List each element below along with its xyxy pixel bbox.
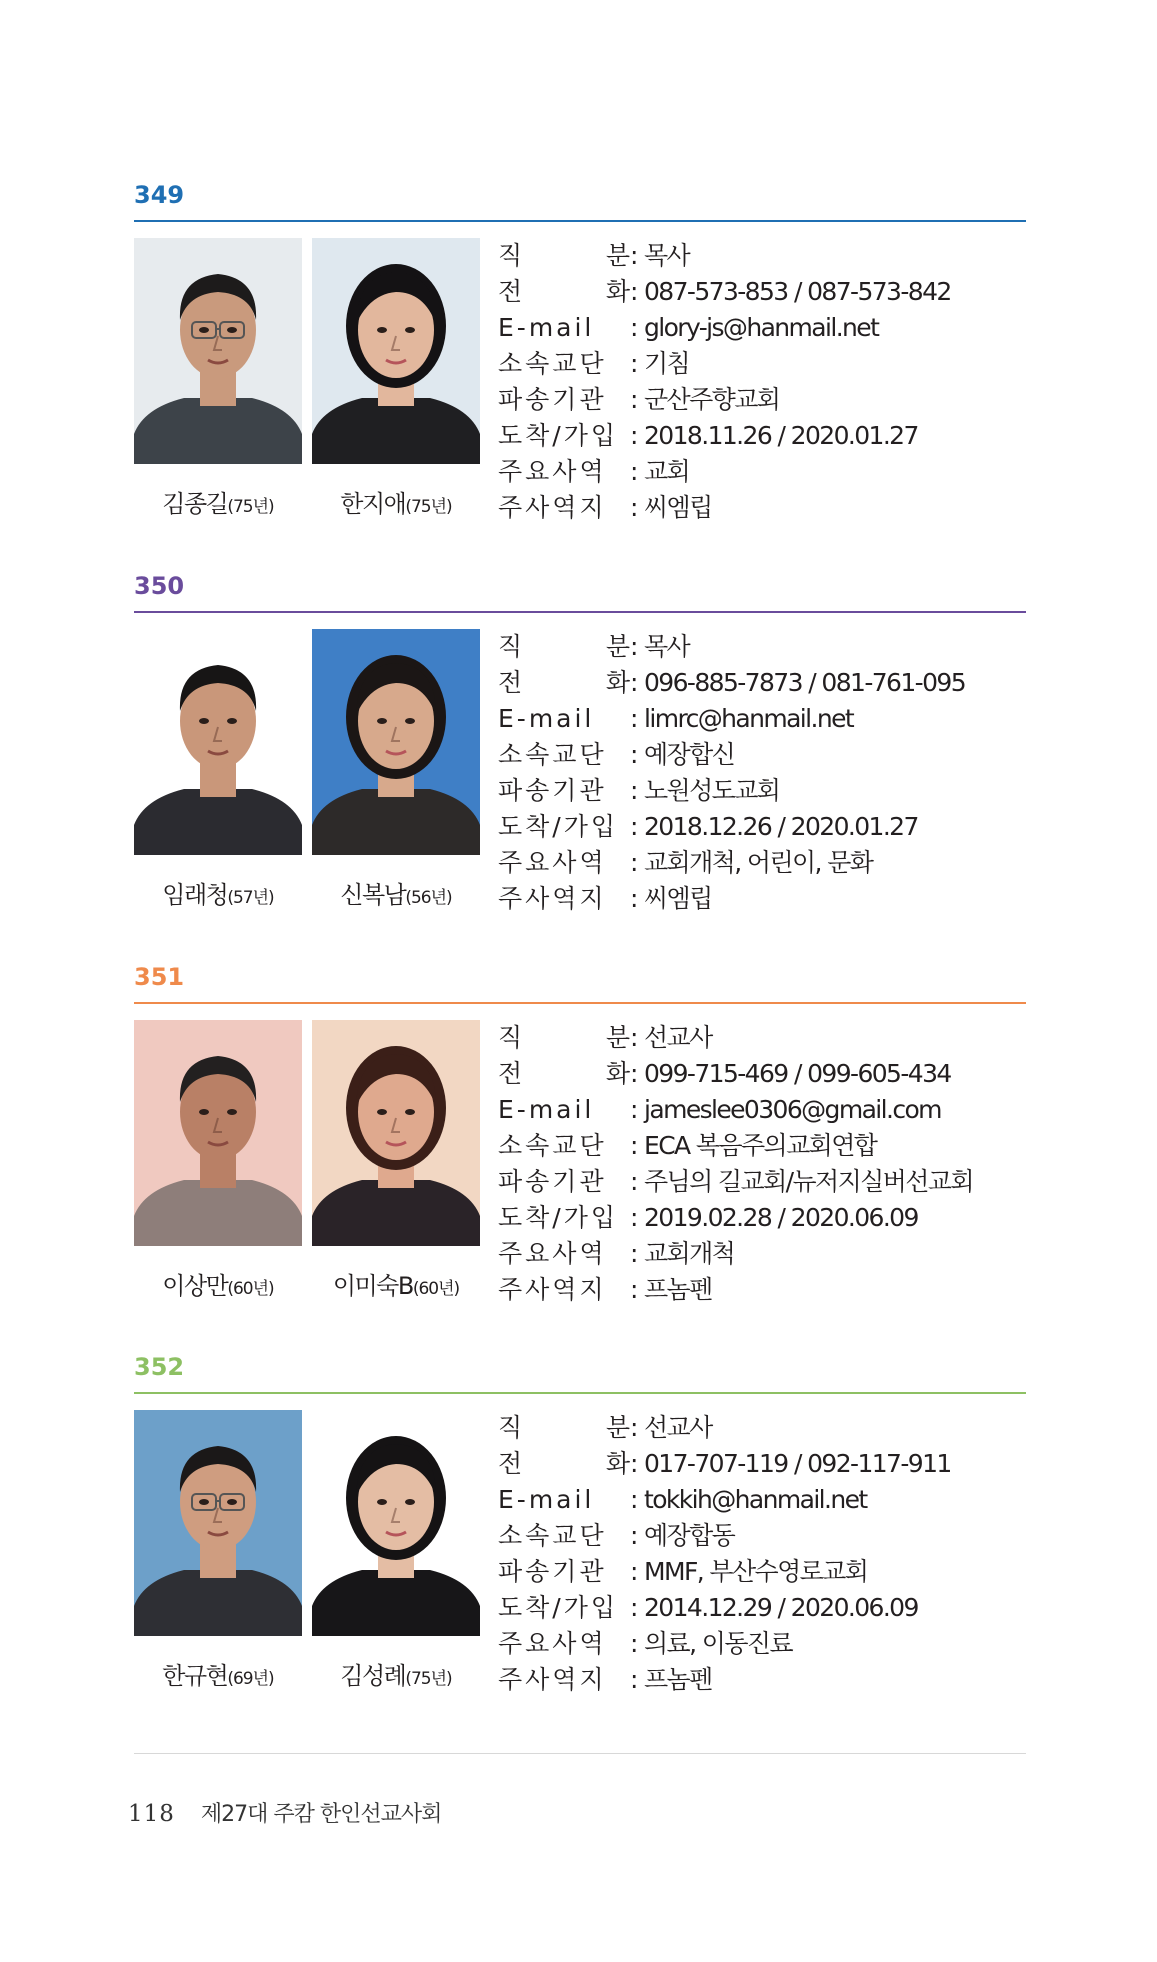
label-colon: : [630, 1485, 639, 1514]
label-colon: : [630, 1167, 639, 1196]
person-wife [312, 1410, 480, 1691]
portrait-photo [312, 1020, 480, 1246]
label-colon: : [630, 1413, 639, 1442]
person-birth-year: (57년) [227, 888, 274, 908]
person-wife [312, 1020, 480, 1301]
label-text: 주요사역 [498, 457, 607, 486]
info-row-region [498, 881, 1038, 917]
label-part: 전 [498, 277, 523, 306]
info-value: ECA 복음주의교회연합 [644, 1131, 877, 1160]
person-caption [312, 1656, 480, 1691]
info-table [498, 1410, 1038, 1698]
info-value: 교회개척, 어린이, 문화 [644, 848, 873, 877]
label-colon: : [630, 1521, 639, 1550]
person-husband [134, 238, 302, 519]
info-value: 예장합동 [644, 1521, 735, 1550]
person-husband [134, 1410, 302, 1691]
info-label [498, 1410, 630, 1446]
label-colon: : [630, 848, 639, 877]
photo-frame [312, 629, 480, 855]
label-part: 직 [498, 1023, 523, 1052]
info-value: 2018.12.26 / 2020.01.27 [644, 812, 918, 841]
label-text: E-mail [498, 1095, 595, 1124]
info-label [498, 701, 630, 737]
info-value: 선교사 [644, 1023, 712, 1052]
person-birth-year: (69년) [227, 1669, 274, 1689]
info-label [498, 238, 630, 274]
label-colon: : [630, 277, 639, 306]
label-text: 주사역지 [498, 1665, 607, 1694]
label-text: 소속교단 [498, 349, 607, 378]
info-value: 017-707-119 / 092-117-911 [644, 1449, 951, 1478]
info-value: 씨엠립 [644, 884, 712, 913]
info-row-agency [498, 1554, 1038, 1590]
label-part: 전 [498, 1449, 523, 1478]
entry-number: 352 [134, 1353, 185, 1381]
info-value: 2018.11.26 / 2020.01.27 [644, 421, 918, 450]
info-row-role [498, 1020, 1038, 1056]
info-row-ministry [498, 1626, 1038, 1662]
label-text: 주요사역 [498, 1239, 607, 1268]
person-name: 이미숙B [332, 1272, 413, 1300]
info-label [498, 1446, 630, 1482]
label-colon: : [630, 493, 639, 522]
photo-frame [312, 1410, 480, 1636]
info-label [498, 1272, 630, 1308]
info-value: 교회개척 [644, 1239, 735, 1268]
label-colon: : [630, 1557, 639, 1586]
person-name: 이상만 [162, 1272, 228, 1300]
photo-frame [134, 1020, 302, 1246]
info-value: 기침 [644, 349, 690, 378]
info-row-denomination [498, 346, 1038, 382]
entry-number: 351 [134, 963, 185, 991]
info-value: 프놈펜 [644, 1665, 712, 1694]
label-text: E-mail [498, 313, 595, 342]
label-text: 주사역지 [498, 884, 607, 913]
label-colon: : [630, 241, 639, 270]
label-part: 직 [498, 1413, 523, 1442]
info-label [498, 1662, 630, 1698]
info-row-region [498, 1662, 1038, 1698]
label-text: 주요사역 [498, 848, 607, 877]
info-row-ministry [498, 845, 1038, 881]
info-label [498, 737, 630, 773]
book-title: 제27대 주캄 한인선교사회 [200, 1802, 442, 1827]
entry-number: 349 [134, 181, 185, 209]
info-row-region [498, 490, 1038, 526]
label-colon: : [630, 632, 639, 661]
person-name: 김종길 [162, 490, 228, 518]
info-value: MMF, 부산수영로교회 [644, 1557, 868, 1586]
person-caption [312, 1266, 480, 1301]
info-label [498, 1020, 630, 1056]
info-label [498, 490, 630, 526]
photo-frame [312, 238, 480, 464]
label-text: 파송기관 [498, 385, 607, 414]
entry-divider [134, 1392, 1026, 1394]
info-table [498, 629, 1038, 917]
label-part: 화 [605, 668, 630, 697]
person-caption [134, 1266, 302, 1301]
person-birth-year: (75년) [405, 1669, 452, 1689]
info-label [498, 1482, 630, 1518]
info-label [498, 665, 630, 701]
info-value: 목사 [644, 241, 690, 270]
info-label [498, 454, 630, 490]
info-label [498, 310, 630, 346]
info-row-agency [498, 382, 1038, 418]
missionary-entry [134, 962, 1026, 1304]
info-value: tokkih@hanmail.net [644, 1485, 867, 1514]
person-caption [134, 484, 302, 519]
person-birth-year: (60년) [227, 1279, 274, 1299]
person-birth-year: (56년) [405, 888, 452, 908]
info-value: 목사 [644, 632, 690, 661]
label-text: 도착/가입 [498, 1593, 619, 1622]
info-label [498, 1164, 630, 1200]
info-row-arrival [498, 418, 1038, 454]
label-text: E-mail [498, 704, 595, 733]
entry-divider [134, 1002, 1026, 1004]
info-value: 087-573-853 / 087-573-842 [644, 277, 951, 306]
label-text: 소속교단 [498, 1131, 607, 1160]
label-colon: : [630, 740, 639, 769]
label-text: 도착/가입 [498, 812, 619, 841]
label-colon: : [630, 1095, 639, 1124]
label-text: E-mail [498, 1485, 595, 1514]
label-part: 분 [605, 1413, 630, 1442]
info-value: limrc@hanmail.net [644, 704, 854, 733]
person-husband [134, 629, 302, 910]
info-value: jameslee0306@gmail.com [644, 1095, 941, 1124]
portrait-photo [312, 629, 480, 855]
info-value: 주님의 길교회/뉴저지실버선교회 [644, 1167, 973, 1196]
portrait-photo [134, 1020, 302, 1246]
info-value: 2014.12.29 / 2020.06.09 [644, 1593, 918, 1622]
label-text: 도착/가입 [498, 421, 619, 450]
label-part: 분 [605, 1023, 630, 1052]
info-row-denomination [498, 1518, 1038, 1554]
photo-frame [134, 629, 302, 855]
label-text: 주사역지 [498, 493, 607, 522]
info-row-arrival [498, 809, 1038, 845]
person-name: 김성례 [340, 1662, 406, 1690]
label-text: 주사역지 [498, 1275, 607, 1304]
label-colon: : [630, 1629, 639, 1658]
person-birth-year: (75년) [227, 497, 274, 517]
person-caption [134, 1656, 302, 1691]
info-label [498, 1056, 630, 1092]
portrait-photo [312, 1410, 480, 1636]
label-colon: : [630, 1593, 639, 1622]
label-text: 소속교단 [498, 1521, 607, 1550]
info-row-agency [498, 1164, 1038, 1200]
missionary-entry [134, 571, 1026, 913]
person-caption [134, 875, 302, 910]
info-row-role [498, 238, 1038, 274]
person-birth-year: (75년) [405, 497, 452, 517]
label-text: 파송기관 [498, 776, 607, 805]
label-part: 화 [605, 1449, 630, 1478]
info-row-ministry [498, 1236, 1038, 1272]
label-colon: : [630, 421, 639, 450]
info-label [498, 418, 630, 454]
missionary-entry [134, 1352, 1026, 1694]
label-colon: : [630, 1665, 639, 1694]
label-colon: : [630, 704, 639, 733]
info-label [498, 773, 630, 809]
info-value: 노원성도교회 [644, 776, 780, 805]
label-colon: : [630, 1275, 639, 1304]
info-row-email [498, 701, 1038, 737]
portrait-photo [312, 238, 480, 464]
info-row-phone [498, 1446, 1038, 1482]
info-row-ministry [498, 454, 1038, 490]
photo-frame [312, 1020, 480, 1246]
info-label [498, 1200, 630, 1236]
info-value: 2019.02.28 / 2020.06.09 [644, 1203, 918, 1232]
portrait-photo [134, 629, 302, 855]
entry-divider [134, 611, 1026, 613]
label-text: 소속교단 [498, 740, 607, 769]
label-colon: : [630, 668, 639, 697]
label-colon: : [630, 349, 639, 378]
info-label [498, 881, 630, 917]
person-caption [312, 484, 480, 519]
info-label [498, 1092, 630, 1128]
info-row-arrival [498, 1200, 1038, 1236]
entry-divider [134, 220, 1026, 222]
info-value: 선교사 [644, 1413, 712, 1442]
person-name: 한규현 [162, 1662, 228, 1690]
label-text: 파송기관 [498, 1167, 607, 1196]
label-colon: : [630, 884, 639, 913]
portrait-photo [134, 1410, 302, 1636]
label-colon: : [630, 1059, 639, 1088]
info-row-role [498, 629, 1038, 665]
person-husband [134, 1020, 302, 1301]
info-row-phone [498, 665, 1038, 701]
label-colon: : [630, 776, 639, 805]
info-row-phone [498, 274, 1038, 310]
label-colon: : [630, 313, 639, 342]
page-footer [128, 1797, 441, 1828]
person-name: 한지애 [340, 490, 406, 518]
label-colon: : [630, 1023, 639, 1052]
info-label [498, 845, 630, 881]
person-name: 임래청 [162, 881, 228, 909]
info-row-agency [498, 773, 1038, 809]
person-caption [312, 875, 480, 910]
label-colon: : [630, 1203, 639, 1232]
person-birth-year: (60년) [412, 1279, 460, 1299]
info-label [498, 382, 630, 418]
info-value: 096-885-7873 / 081-761-095 [644, 668, 966, 697]
label-text: 도착/가입 [498, 1203, 619, 1232]
label-part: 직 [498, 241, 523, 270]
label-colon: : [630, 1239, 639, 1268]
portrait-photo [134, 238, 302, 464]
info-label [498, 1128, 630, 1164]
info-label [498, 1518, 630, 1554]
label-colon: : [630, 457, 639, 486]
info-value: 교회 [644, 457, 690, 486]
info-label [498, 346, 630, 382]
info-row-arrival [498, 1590, 1038, 1626]
info-label [498, 1590, 630, 1626]
label-text: 주요사역 [498, 1629, 607, 1658]
footer-divider [134, 1753, 1026, 1754]
info-label [498, 809, 630, 845]
label-part: 전 [498, 1059, 523, 1088]
info-label [498, 274, 630, 310]
info-row-region [498, 1272, 1038, 1308]
info-label [498, 1236, 630, 1272]
label-part: 전 [498, 668, 523, 697]
info-row-email [498, 1482, 1038, 1518]
entry-number: 350 [134, 572, 185, 600]
info-row-denomination [498, 737, 1038, 773]
info-row-role [498, 1410, 1038, 1446]
label-part: 화 [605, 1059, 630, 1088]
label-colon: : [630, 385, 639, 414]
label-part: 직 [498, 632, 523, 661]
label-part: 분 [605, 241, 630, 270]
info-row-phone [498, 1056, 1038, 1092]
info-label [498, 1626, 630, 1662]
info-value: 의료, 이동진료 [644, 1629, 792, 1658]
person-name: 신복남 [340, 881, 406, 909]
missionary-entry [134, 180, 1026, 522]
info-row-denomination [498, 1128, 1038, 1164]
info-value: 099-715-469 / 099-605-434 [644, 1059, 951, 1088]
label-colon: : [630, 812, 639, 841]
label-colon: : [630, 1449, 639, 1478]
person-wife [312, 238, 480, 519]
info-value: glory-js@hanmail.net [644, 313, 879, 342]
page-number: 118 [128, 1801, 175, 1827]
info-row-email [498, 1092, 1038, 1128]
info-label [498, 629, 630, 665]
info-row-email [498, 310, 1038, 346]
info-table [498, 238, 1038, 526]
label-text: 파송기관 [498, 1557, 607, 1586]
label-part: 화 [605, 277, 630, 306]
info-label [498, 1554, 630, 1590]
photo-frame [134, 1410, 302, 1636]
info-table [498, 1020, 1038, 1308]
info-value: 군산주향교회 [644, 385, 780, 414]
photo-frame [134, 238, 302, 464]
info-value: 씨엠립 [644, 493, 712, 522]
label-colon: : [630, 1131, 639, 1160]
info-value: 예장합신 [644, 740, 735, 769]
info-value: 프놈펜 [644, 1275, 712, 1304]
label-part: 분 [605, 632, 630, 661]
person-wife [312, 629, 480, 910]
